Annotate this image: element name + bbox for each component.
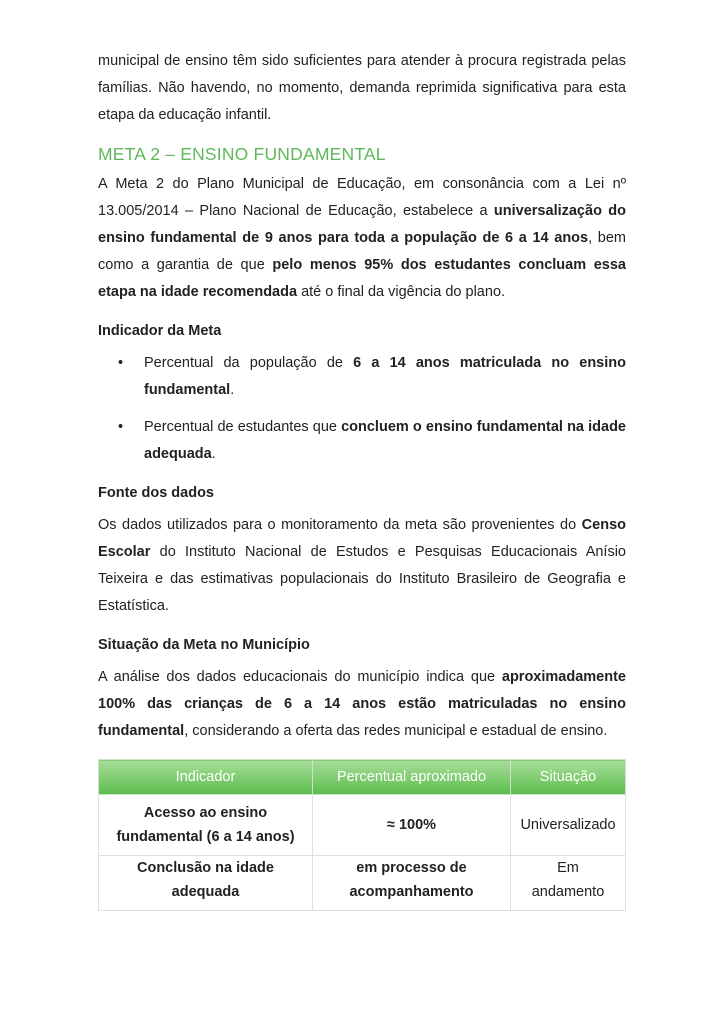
meta-title: META 2 – ENSINO FUNDAMENTAL xyxy=(98,144,386,164)
list-item xyxy=(98,414,626,468)
header-situacao: Situação xyxy=(511,760,626,795)
meta-paragraph-text-3: até o final da vigência do plano. xyxy=(297,284,506,300)
situacao-paragraph-text-1: A análise dos dados educacionais do município indica que xyxy=(98,669,502,685)
table-header-row xyxy=(99,760,626,795)
table-row xyxy=(99,795,626,856)
cell-situacao: Universalizado xyxy=(511,795,626,856)
meta-paragraph-bold-2: pelo menos 95% dos estudantes concluam essa etapa na idade recomendada xyxy=(98,257,626,300)
meta-paragraph-bold-1: universalização do ensino fundamental de 9 anos para toda a população de 6 a 14 anos xyxy=(98,203,626,246)
indicator-text-1: Percentual da população de xyxy=(144,355,354,371)
bullet-icon: • xyxy=(118,419,124,435)
header-indicador: Indicador xyxy=(99,760,313,795)
indicator-text-2: . xyxy=(230,382,235,398)
intro-paragraph: municipal de ensino têm sido suficientes para atender à procura registrada pelas famílias. Não havendo, no momento, demanda reprimida significativa para esta etapa da educação infantil. xyxy=(98,53,626,123)
fonte-paragraph-text-2: do Instituto Nacional de Estudos e Pesquisas Educacionais Anísio Teixeira e das estimativas populacionais do Instituto Brasileiro de Geografia e Estatística. xyxy=(98,544,626,614)
fonte-heading: Fonte dos dados xyxy=(98,485,214,501)
meta-paragraph xyxy=(98,171,626,306)
indicador-heading: Indicador da Meta xyxy=(98,323,222,339)
situacao-paragraph xyxy=(98,664,626,745)
fonte-paragraph-text-1: Os dados utilizados para o monitoramento da meta são provenientes do xyxy=(98,517,582,533)
fonte-paragraph-bold: Censo Escolar xyxy=(98,517,626,560)
cell-indicador: Acesso ao ensino fundamental (6 a 14 anos) xyxy=(99,795,313,856)
situacao-heading: Situação da Meta no Município xyxy=(98,637,310,653)
cell-percentual: em processo de acompanhamento xyxy=(313,856,511,911)
situacao-paragraph-text-2: , considerando a oferta das redes municipal e estadual de ensino. xyxy=(184,723,608,739)
cell-percentual: ≈ 100% xyxy=(313,795,511,856)
header-percentual: Percentual aproximado xyxy=(313,760,511,795)
indicator-list xyxy=(98,350,626,468)
situacao-table xyxy=(98,759,626,911)
situacao-paragraph-bold: aproximadamente 100% das crianças de 6 a 14 anos estão matriculadas no ensino fundamental xyxy=(98,669,626,739)
page-content xyxy=(98,48,626,911)
indicator-bold: concluem o ensino fundamental na idade adequada xyxy=(144,419,626,462)
indicator-text-1: Percentual de estudantes que xyxy=(144,419,342,435)
fonte-paragraph xyxy=(98,512,626,620)
cell-situacao: Em andamento xyxy=(511,856,626,911)
meta-paragraph-text-1: A Meta 2 do Plano Municipal de Educação, em consonância com a Lei nº 13.005/2014 – Plano Nacional de Educação, estabelece a xyxy=(98,176,626,219)
bullet-icon: • xyxy=(118,355,124,371)
table-row xyxy=(99,856,626,911)
list-item xyxy=(98,350,626,404)
cell-indicador: Conclusão na idade adequada xyxy=(99,856,313,911)
meta-paragraph-text-2: , bem como a garantia de que xyxy=(98,230,626,273)
indicator-text-2: . xyxy=(211,446,216,462)
indicator-bold: 6 a 14 anos matriculada no ensino fundamental xyxy=(144,355,626,398)
